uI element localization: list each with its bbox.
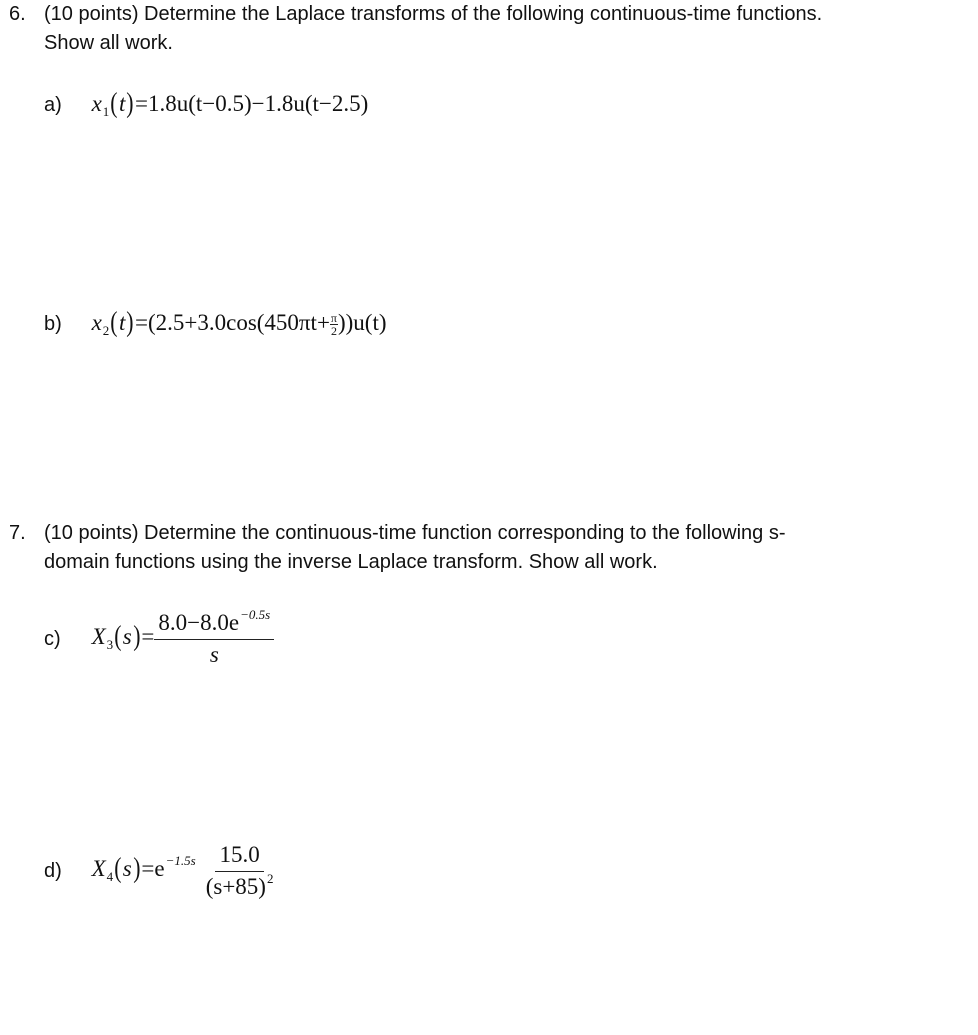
function-name: X (91, 624, 106, 650)
question-text (44, 0, 822, 58)
part-a-equation: $x_1(t)=1.8u(t-0.5)-1.8u(t-2.5)$ (91, 87, 369, 119)
fraction (154, 607, 274, 668)
part-a (44, 86, 368, 119)
question-line-2: Show all work. (44, 32, 173, 54)
function-subscript: 2 (102, 323, 110, 338)
part-d-equation: $X_4(s)=e^{-1.5s}$ $\frac{15.0}{(s+85)^2}$ (92, 856, 278, 881)
function-argument: s (122, 624, 132, 650)
question-line-1: (10 points) Determine the Laplace transforms of the following continuous-time functions. (44, 3, 823, 25)
part-b (44, 305, 387, 338)
fraction (202, 842, 278, 900)
part-d (44, 842, 277, 900)
numerator: 15.0 (215, 842, 263, 872)
function-subscript: 1 (102, 104, 110, 119)
question-line-2: domain functions using the inverse Laplace transform. Show all work. (44, 551, 658, 573)
denominator: s (209, 642, 219, 667)
part-label: c) (44, 627, 61, 650)
function-subscript: 4 (106, 869, 114, 885)
function-argument: t (118, 310, 126, 335)
equation-rhs-start: =(2.5+3.0cos(450πt+ (135, 310, 330, 335)
exp-prefix-exponent: −1.5s (165, 853, 196, 869)
numerator: $8.0-8.0e^{-0.5s}$ (154, 610, 274, 640)
part-label: d) (44, 859, 62, 882)
denominator: $(s+85)^2$ (205, 871, 274, 899)
part-c-equation: $X_3(s)=$ $\frac{8.0-8.0e^{-0.5s}}{s}$ (92, 624, 275, 649)
part-b-equation: $x_2(t)=(2.5+3.0\cos(450\pi t+$ $\frac{\pi}{2}$ ))u(t) (91, 306, 387, 339)
function-name: x (91, 310, 102, 335)
part-label: b) (44, 313, 62, 335)
question-number: 6. (9, 3, 26, 25)
function-name: X (91, 856, 106, 882)
function-argument: t (118, 91, 126, 116)
exp-prefix: =e (141, 856, 165, 882)
part-label: a) (44, 94, 62, 116)
equation-rhs-end: ))u(t) (337, 310, 387, 335)
function-subscript: 3 (106, 637, 114, 653)
function-argument: s (122, 856, 132, 882)
pi-over-two: $\frac{\pi}{2}$ (330, 311, 337, 339)
question-number: 7. (9, 522, 26, 544)
part-c (44, 607, 274, 668)
question-line-1: (10 points) Determine the continuous-time function corresponding to the following s- (44, 522, 786, 544)
equation-rhs: =1.8u(t−0.5)−1.8u(t−2.5) (135, 91, 369, 116)
function-name: x (91, 91, 102, 116)
question-text (44, 519, 786, 577)
